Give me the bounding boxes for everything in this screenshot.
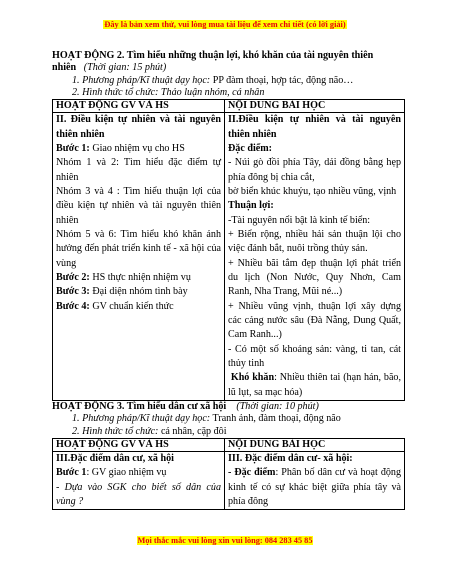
step-4 xyxy=(56,300,221,314)
step-4-label: Bước 4: xyxy=(56,300,90,312)
preview-banner xyxy=(0,20,450,29)
left-section-title: II. Điều kiện tự nhiên và tài nguyên thiên nhiên xyxy=(56,114,221,140)
activity3-form-value: cá nhân, cặp đôi xyxy=(158,425,227,437)
activity3-right-cell xyxy=(225,451,405,509)
activity2-left-cell xyxy=(53,113,225,401)
document-body xyxy=(52,50,404,510)
table-header-row xyxy=(53,100,405,113)
difficulties xyxy=(228,371,401,400)
activity2-method xyxy=(52,75,404,87)
activity3-table xyxy=(52,438,405,510)
group-1-2: Nhóm 1 và 2: Tìm hiểu đặc điểm tự nhiên xyxy=(56,157,221,183)
population-features xyxy=(228,466,401,509)
step-1 xyxy=(56,466,221,480)
difficulties-label: Khó khăn xyxy=(230,372,275,384)
activity3-form-label: 2. Hình thức tổ chức: xyxy=(72,425,159,437)
activity3-method-value: Tranh ảnh, đàm thoại, động não xyxy=(210,413,341,425)
step-4-text: GV chuẩn kiến thức xyxy=(89,300,174,312)
table-header-row xyxy=(53,438,405,451)
activity2-heading xyxy=(52,50,404,75)
activity3-heading xyxy=(52,401,404,413)
advantages-line-3: + Nhiều bãi tắm đẹp thuận lợi phát triển du lịch (Non Nước, Quy Nhơn, Cam Ranh, Nha Trang, Mũi né...) xyxy=(228,257,401,298)
step-1 xyxy=(56,142,221,156)
col-header-lesson-content: NỘI DUNG BÀI HỌC xyxy=(225,438,405,451)
advantages-line-5: - Có một số khoáng sản: vàng, ti tan, cát thủy tinh xyxy=(228,343,401,369)
right-section-title: II.Điều kiện tự nhiên và tài nguyên thiên nhiên xyxy=(228,114,401,140)
activity2-method-value: PP đàm thoại, hợp tác, động não… xyxy=(210,74,354,86)
step-3-label: Bước 3: xyxy=(56,286,90,298)
preview-banner-text: Đây là bản xem thử, vui lòng mua tài liệu để xem chi tiết (có lời giải) xyxy=(104,20,346,29)
activity3-method-label: 1. Phương pháp/Kĩ thuật dạy học: xyxy=(72,413,211,425)
advantages-label: Thuận lợi: xyxy=(228,200,274,212)
activity3-left-cell xyxy=(53,451,225,509)
col-header-lesson-content: NỘI DUNG BÀI HỌC xyxy=(225,100,405,113)
right-section-title: III. Đặc điểm dân cư- xã hội: xyxy=(228,452,353,464)
difficulties-text: : Nhiều thiên tai (hạn hán, bão, lũ lụt, sa mạc hóa) xyxy=(228,372,401,398)
group-5-6: Nhóm 5 và 6: Tìm hiểu khó khăn ảnh hưởng đến phát triển kinh tế - xã hội của vùng xyxy=(56,228,221,269)
features-label: Đặc điểm: xyxy=(228,143,273,155)
step-1-text: Giao nhiệm vụ cho HS xyxy=(89,143,185,155)
step-2-text: HS thực nhiện nhiệm vụ xyxy=(89,271,191,283)
contact-banner-text: Mọi thắc mắc vui lòng xin vui lòng: 084 283 45 85 xyxy=(137,536,313,545)
step-2 xyxy=(56,271,221,285)
activity2-title: HOẠT ĐỘNG 2. Tìm hiểu những thuận lợi, khó khăn của tài nguyên thiên nhiên xyxy=(52,50,374,74)
table-row xyxy=(53,113,405,401)
advantages-line-4: + Nhiều vũng vịnh, thuận lợi xây dựng các cảng nước sâu (Đà Nẵng, Dung Quất, Cam Ranh...) xyxy=(228,300,401,341)
advantages-line-2: + Biển rộng, nhiều hải sản thuận lội cho việc đánh bắt, nuôi trồng thủy sản. xyxy=(228,228,401,255)
step-3-text: Đại diện nhóm tình bày xyxy=(89,286,188,298)
advantages-line-1: -Tài nguyên nổi bật là kinh tế biển: xyxy=(228,214,371,226)
col-header-teacher-student: HOẠT ĐỘNG GV VÀ HS xyxy=(53,100,225,113)
step-1-text: : GV giao nhiệm vụ xyxy=(86,467,167,479)
features-line-1: - Núi gò đồi phía Tây, dải đồng bằng hẹp phía đông bị chia cắt, xyxy=(228,157,401,183)
population-features-label: - Đặc điểm xyxy=(228,467,276,479)
question: - Dựa vào SGK cho biết số dân của vùng ? xyxy=(56,481,221,507)
population-features-text: : Phân bố dân cư và hoạt động kinh tế có sự khác biệt giữa phía tây và phía đông xyxy=(228,467,402,507)
activity2-time: (Thời gian: 15 phút) xyxy=(83,62,167,74)
activity2-right-cell xyxy=(225,113,405,401)
left-section-title: III.Đặc điểm dân cư, xã hội xyxy=(56,452,174,464)
table-row xyxy=(53,451,405,509)
step-2-label: Bước 2: xyxy=(56,271,90,283)
step-1-label: Bước 1: xyxy=(56,143,90,155)
activity3-title: HOẠT ĐỘNG 3. Tìm hiểu dân cư xã hội xyxy=(52,400,227,412)
step-3 xyxy=(56,285,221,299)
activity2-table xyxy=(52,99,405,401)
step-1-label: Bước 1 xyxy=(56,467,87,479)
activity3-time: (Thời gian: 10 phút) xyxy=(236,400,319,412)
col-header-teacher-student: HOẠT ĐỘNG GV VÀ HS xyxy=(53,438,225,451)
activity3-form xyxy=(52,426,404,438)
contact-banner xyxy=(0,536,450,545)
activity3-method xyxy=(52,413,404,425)
features-line-2: bờ biển khúc khuỷu, tạo nhiều vũng, vịnh xyxy=(228,186,397,197)
activity2-method-label: 1. Phương pháp/Kĩ thuật dạy học: xyxy=(72,74,211,86)
activity2-form: 2. Hình thức tổ chức: Thảo luận nhóm, cá nhân xyxy=(72,86,265,98)
group-3-4: Nhóm 3 và 4 : Tìm hiểu thuận lợi của điều kiện tự nhiên và tài nguyên thiên nhiên xyxy=(56,186,221,226)
